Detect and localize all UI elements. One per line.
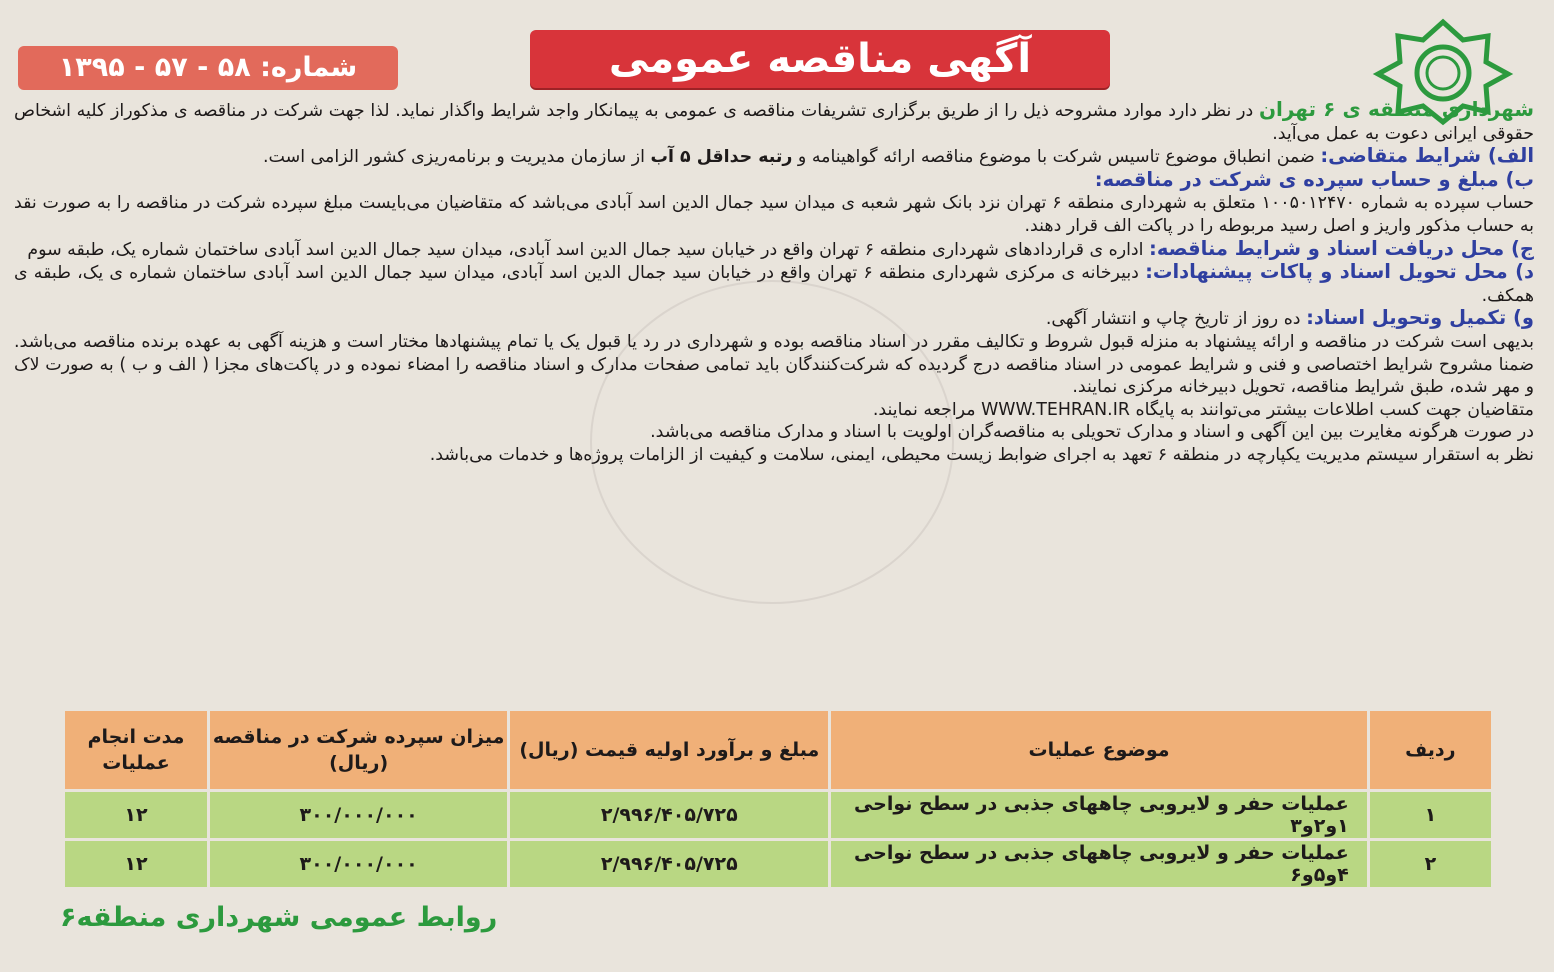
row-deposit: ۳۰۰/۰۰۰/۰۰۰ (209, 840, 509, 889)
header-subject: موضوع عملیات (830, 710, 1368, 791)
ad-body (14, 98, 1534, 467)
section-e-title: و) تکمیل وتحویل اسناد: (1306, 306, 1534, 330)
section-e (14, 307, 1534, 331)
header-duration: مدت انجام عملیات (64, 710, 209, 791)
table-header-row (64, 710, 1493, 791)
intro-paragraph (14, 98, 1534, 145)
section-b (14, 169, 1534, 238)
section-a-text2: از سازمان مدیریت و برنامه‌ریزی کشور الزامی است. (263, 147, 651, 168)
section-c (14, 238, 1534, 262)
row-subject: عملیات حفر و لایروبی چاههای جذبی در سطح نواحی ۴و۵و۶ (830, 840, 1368, 889)
section-d (14, 261, 1534, 307)
section-a (14, 145, 1534, 169)
section-d-title: د) محل تحویل اسناد و پاکات پیشنهادات: (1145, 260, 1534, 284)
row-estimate: ۲/۹۹۶/۴۰۵/۷۲۵ (509, 840, 830, 889)
section-c-title: ج) محل دریافت اسناد و شرایط مناقصه: (1149, 236, 1534, 260)
row-number: ۲ (1368, 840, 1492, 889)
row-duration: ۱۲ (64, 791, 209, 840)
operations-table (62, 708, 1494, 890)
section-b-title: ب) مبلغ و حساب سپرده ی شرکت در مناقصه: (1094, 167, 1534, 191)
header-estimate: مبلغ و برآورد اولیه قیمت (ریال) (509, 710, 830, 791)
row-deposit: ۳۰۰/۰۰۰/۰۰۰ (209, 791, 509, 840)
section-b-text: حساب سپرده به شماره ۱۰۰۵۰۱۲۴۷۰ متعلق به شهرداری منطقه ۶ تهران نزد بانک شهر شعبه ی میدان سید جمال الدین اسد آبادی می‌باشد که متقاضیان می‌بایست مبلغ سپرده شرکت در مناقصه را به صورت نقد به حساب مذکور واریز و اصل رسید مربوطه را در پاکت الف قرار دهند. (14, 193, 1534, 236)
table-row (64, 840, 1493, 889)
header-deposit: میزان سپرده شرکت در مناقصه (ریال) (209, 710, 509, 791)
table-row (64, 791, 1493, 840)
row-estimate: ۲/۹۹۶/۴۰۵/۷۲۵ (509, 791, 830, 840)
hse-paragraph: نظر به استقرار سیستم مدیریت یکپارچه در منطقه ۶ تعهد به اجرای ضوابط زیست محیطی، ایمنی، سلامت و کیفیت از الزامات پروژه‌ها و خدمات می‌باشد. (429, 444, 1534, 465)
public-relations-signature: روابط عمومی شهرداری منطقه۶ (60, 902, 498, 933)
section-a-bold: رتبه حداقل ۵ آب (650, 147, 793, 168)
section-a-title: الف) شرایط متقاضی: (1320, 144, 1534, 168)
terms-paragraph: بدیهی است شرکت در مناقصه و ارائه پیشنهاد به منزله قبول شروط و تکالیف مقرر در اسناد مناقصه بوده و شهرداری در رد یا قبول یک یا تمام پیشنهادها مختار است و هزینه آگهی به عهده برنده مناقصه می‌باشد. ضمنا مشروح شرایط اختصاصی و فنی و شرایط عمومی در اسناد مناقصه درج گردیده که شرکت‌کنندگان باید تمامی صفحات مدارک و اسناد مناقصه را امضاء نموده و در پاکت‌های مجزا ( الف و ب ) به صورت لاک و مهر شده، طبق شرایط مناقصه، تحویل دبیرخانه مرکزی نمایند. (14, 331, 1534, 398)
header-row-number: ردیف (1368, 710, 1492, 791)
section-d-text: دبیرخانه ی مرکزی شهرداری منطقه ۶ تهران واقع در خیابان سید جمال الدین اسد آبادی، میدان سید جمال الدین اسد آبادی ساختمان شماره ی یک، طبقه ی همکف. (14, 263, 1534, 306)
organization-name: شهرداری منطقه ی ۶ تهران (1258, 97, 1535, 121)
website-paragraph: متقاضیان جهت کسب اطلاعات بیشتر می‌توانند به پایگاه WWW.TEHRAN.IR مراجعه نمایند. (872, 399, 1534, 420)
row-subject: عملیات حفر و لایروبی چاههای جذبی در سطح نواحی ۱و۲و۳ (830, 791, 1368, 840)
priority-paragraph: در صورت هرگونه مغایرت بین این آگهی و اسناد و مدارک تحویلی به مناقصه‌گران اولویت با اسناد و مدارک مناقصه می‌باشد. (650, 422, 1534, 443)
intro-text: در نظر دارد موارد مشروحه ذیل را از طریق برگزاری تشریفات مناقصه ی عمومی به پیمانکار واجد شرایط واگذار نماید. لذا جهت شرکت در مناقصه ی مذکوراز کلیه اشخاص حقوقی ایرانی دعوت به عمل می‌آید. (14, 101, 1534, 144)
row-duration: ۱۲ (64, 840, 209, 889)
section-c-text: اداره ی قراردادهای شهرداری منطقه ۶ تهران واقع در خیابان سید جمال الدین اسد آبادی، میدان سید جمال الدین اسد آبادی ساختمان شماره یک، طبقه سوم (27, 239, 1150, 260)
row-number: ۱ (1368, 791, 1492, 840)
section-a-text: ضمن انطباق موضوع تاسیس شرکت با موضوع مناقصه ارائه گواهینامه و (792, 147, 1321, 168)
section-e-text: ده روز از تاریخ چاپ و انتشار آگهی. (1045, 309, 1307, 330)
ad-number: شماره: ۵۸ - ۵۷ - ۱۳۹۵ (18, 46, 398, 90)
ad-title: آگهی مناقصه عمومی (530, 30, 1110, 88)
